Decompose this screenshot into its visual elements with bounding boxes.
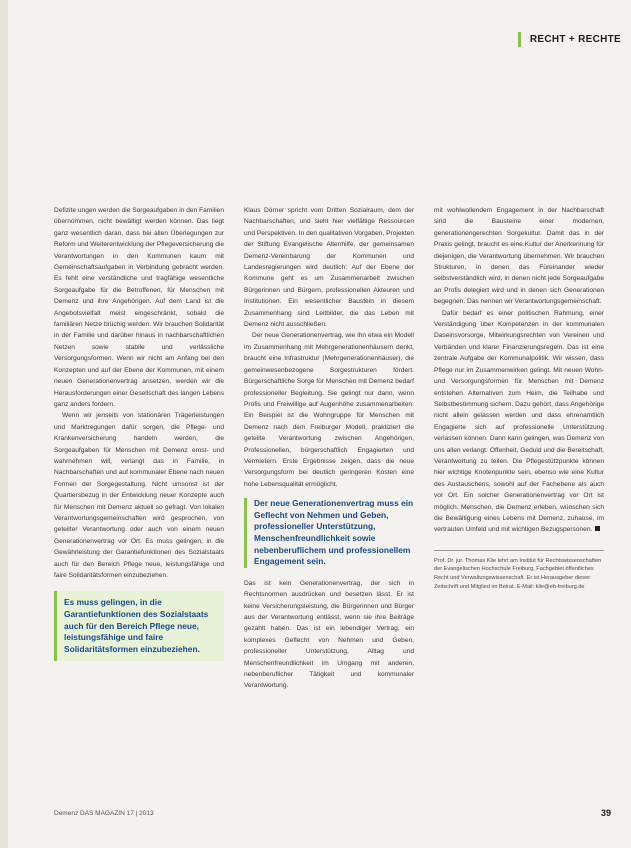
paragraph: mit wohlwollendem Engagement in der Nachbarschaft sind die Bausteine einer modernen, generationengerechten Sorgekultur. Damit das in der Praxis gelingt, braucht es eine Kultur der Anerkennung für diejenigen, die Verantwortung übernehmen. Wir brauchen Strukturen, in denen das Füreinander wieder selbstverständlich wird, in denen nicht jede Sorgeaufgabe an Profis delegiert wird und in denen sich Generationen begegnen. Das nennen wir Verantwortungsgemeinschaft. — [434, 207, 604, 306]
paragraph: Defizite ungen werden die Sorgeaufgaben in den Familien übernommen, nicht bewältigt werden können. Das liegt ganz wesentlich daran, dass bei allen Überlegungen zur Reform und Weiterentwicklung der Pflegeversicherung die Verantwortungen in den Kommunen kaum mit Gemeinschaftsaufgaben in Verbindung gebracht werden. Es fehlt eine verständliche und tragfähige wesentliche Sorgeaufgabe für die Betroffenen, für Menschen mit Demenz und ihre Angehörigen. Auf dem Land ist die Angebotsvielfalt meist eingeschränkt, sobald die familiären Netze brüchig werden. Wir brauchen Solidarität in der Familie und darüber hinaus in nachbarschaftlichen Netzen sowie stabile und verlässliche Versorgungsformen. Wenn wir nicht am Anfang bei den Konzepten und auf der Ebene der Kommunen, mit einem neuen Generationenvertrag ansetzen, werden wir die Herausforderungen einer Gesellschaft des langen Lebens ganz anders fordern. — [54, 207, 224, 408]
pull-quote: Es muss gelingen, in die Garantiefunktionen des Sozialstaats auch für den Bereich Pflege neue, leistungsfähige und faire Solidaritätsformen einzubeziehen. — [54, 591, 224, 661]
paragraph: Der neue Generationenvertrag, wie ihn etwa ein Modell im Zusammenhang mit Mehrgenerationenhäusern denkt, braucht eine Infrastruktur (Mehrgenerationenhäuser), die gemeinwesenbezogene Sorgestrukturen fördert. Bürgerschaftliche Sorge für Menschen mit Demenz bedarf professioneller Begleitung. Sie gelingt nur dann, wenn Profis und Freiwillige auf Augenhöhe zusammenarbeiten. Ein Beispiel ist die Wohngruppe für Menschen mit Demenz nach dem Freiburger Modell, praktiziert die geteilte Verantwortung zwischen Angehörigen, Professionellen, bürgerschaftlich Engagierten und Vermietern. Erste Ergebnisse zeigen, dass die neue Versorgungsform bei deutlich geringeren Kosten eine hohe Lebensqualität ermöglicht. — [244, 332, 414, 488]
paragraph-final — [434, 308, 604, 536]
paragraph: Das ist kein Generationenvertrag, der sich in Rechtsnormen ausdrücken und besetzen lässt. Er ist keine Versicherungsleistung, die Bürgerinnen und Bürger aus der Verantwortung entlässt, wenn sie ihre Beiträge gezahlt haben. Das ist ein lebendiger Vertrag, ein komplexes Geflecht von Nehmen und Geben, professioneller Unterstützung, Alltag und Menschenfreundlichkeit im Umgang mit anderen, nebenberuflicher Tätigkeit und kommunaler Verantwortung. — [244, 579, 414, 690]
article-body — [54, 205, 614, 800]
author-info: Prof. Dr. jur. Thomas Klie lehrt am Institut für Rechtswissenschaften der Evangelischen Hochschule Freiburg, Fachgebiet öffentliches Recht und Verwaltungswissenschaft. Er ist Herausgeber dieser Zeitschrift und Mitglied im Beirat. E-Mail: klie@eh-freiburg.de — [434, 550, 604, 591]
section-label: RECHT + RECHTE — [529, 34, 621, 45]
section-accent-bar — [518, 32, 521, 47]
section-header — [518, 30, 631, 49]
page-fold-edge — [0, 0, 8, 848]
column-2 — [244, 205, 414, 692]
paragraph: Klaus Dörner spricht vom Dritten Sozialraum, dem der Nachbarschaften, und sieht hier vielfältige Ressourcen und Perspektiven. In den qualitativen Vorgaben, Projekten der Stiftung Evangelische Altenhilfe, der gemeinsamen Demenz-Vereinbarung der Kommunen und Landesregierungen wird deutlich: Auf der Ebene der Kommune geht es um Zusammenarbeit zwischen Bürgerinnen und Bürgern, professionellen Akteuren und Institutionen. Ein wesentlicher Baustein in diesem Zusammenhang sind Leitbilder, die das Leben mit Demenz nicht ausschließen. — [244, 207, 414, 329]
paragraph-text: Dafür bedarf es einer politischen Rahmung, einer Verständigung über Kompetenzen in der kommunalen Daseinsvorsorge, Mitwirkungsrechten von Vereinen und Verbänden und klarer Finanzierungsregeln. Das ist eine zentrale Aufgabe der Kommunalpolitik. Wir wissen, dass Pflege nur im Zusammenwirken gelingt. Mit neuen Wohn- und Versorgungsformen für Menschen mit Demenz entstehen Alternativen zum Heim, die Teilhabe und Selbstbestimmung sichern. Dazu gehört, dass Angehörige nicht allein gelassen werden und dass ehrenamtlich Engagierte sich auf professionelle Unterstützung verlassen können. Dann kann gelingen, was Demenz von uns allen verlangt: Offenheit, Geduld und die Bereitschaft, Verantwortung zu teilen. Die Pflegestützpunkte können hier wichtige Knotenpunkte sein, ebenso wie eine Kultur des Austauschens, sowohl auf der Fachebene als auch vor Ort. Ein solcher Generationenvertrag vor Ort ist möglich. Menschen, die Demenz erleben, wünschen sich die Bewältigung eines Lebens mit Demenz, zuhause, im vertrauten Umfeld und mit wichtigen Bezugspersonen. — [434, 309, 604, 534]
paragraph: Wenn wir jenseits von stationären Trägerleistungen und Marktregungen dafür sorgen, die Pflege- und Krankenversicherung handeln werden, die Sorgeaufgaben für Menschen mit Demenz ernst- und wahrnehmen will, verlangt das in Familie, in Nachbarschaften und auf kommunaler Ebene nach neuen Formen der Sorgegestaltung. Nicht umsonst ist der Quartiersbezug in der Entwicklung neuer Konzepte auch für Menschen mit Demenz aktuell so gefragt. Von lokalen Verantwortungsgemeinschaften wird gesprochen, von geteilter Verantwortung oder auch von einem neuen Generationenvertrag vor Ort. Es muss gelingen, in die Gewährleistung der Garantiefunktionen des Sozialstaats auch für den Bereich Pflege neue, leistungsfähige und faire Solidaritätsformen einzubeziehen. — [54, 412, 224, 579]
article-end-mark — [595, 526, 600, 531]
column-1 — [54, 205, 224, 671]
column-3 — [434, 205, 604, 591]
page-number: 39 — [600, 808, 611, 818]
journal-name: Demenz DAS MAGAZIN 17 | 2013 — [54, 810, 154, 817]
pull-quote: Der neue Generationenvertrag muss ein Geflecht von Nehmen und Geben, professioneller Unterstützung, Menschenfreundlichkeit sowie nebenberuflichem und professionellem Engagement sein. — [244, 498, 414, 568]
